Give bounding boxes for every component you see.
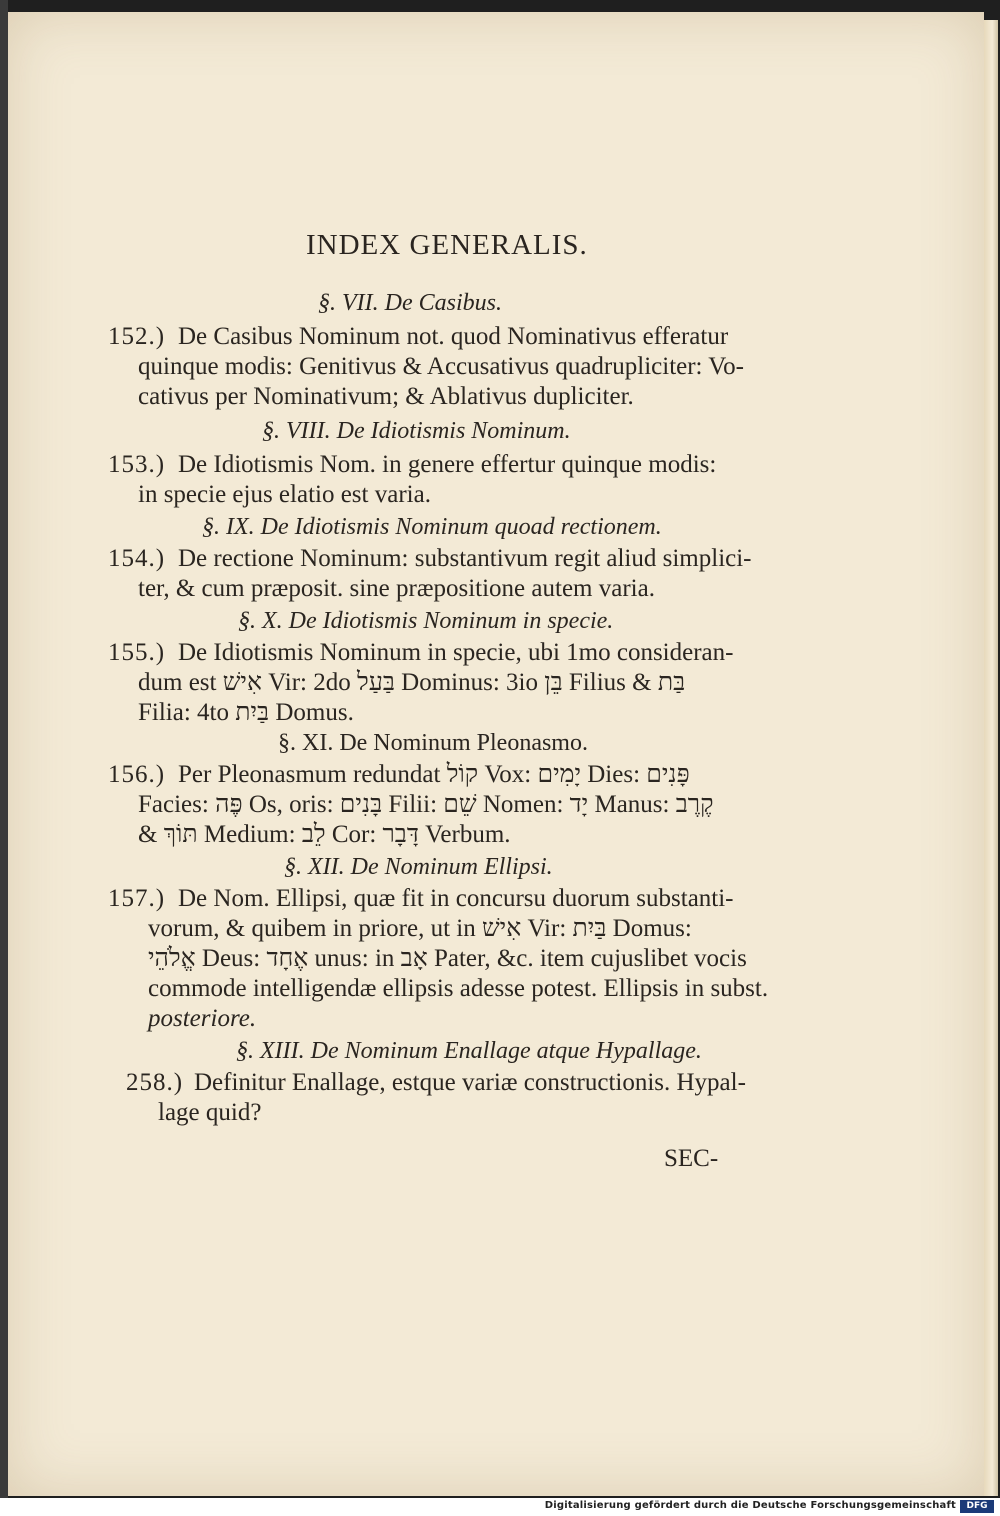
entry-number-154: 154.) xyxy=(108,545,166,572)
entry-157-line-1: De Nom. Ellipsi, quæ fit in concursu duorum substanti- xyxy=(178,885,734,912)
entry-157-line-4: commode intelligendæ ellipsis adesse potest. Ellipsis in subst. xyxy=(148,975,769,1002)
entry-153-line-1: De Idiotismis Nom. in genere effertur quinque modis: xyxy=(178,451,717,478)
entry-157-line-5: posteriore. xyxy=(148,1005,257,1032)
entry-number-258: 258.) xyxy=(126,1069,184,1096)
entry-155-line-1: De Idiotismis Nominum in specie, ubi 1mo consideran- xyxy=(178,639,734,666)
section-heading-viii: §. VIII. De Idiotismis Nominum. xyxy=(262,418,571,444)
entry-155-line-2: dum est אִישׁ Vir: 2do בַּעַל Dominus: 3io בֵּן Filius & בַּת xyxy=(138,669,686,696)
entry-258-line-1: Definitur Enallage, estque variæ constructionis. Hypal- xyxy=(194,1069,746,1096)
footer-credit: Digitalisierung gefördert durch die Deutsche Forschungsgemeinschaft xyxy=(544,1500,956,1511)
entry-153-line-2: in specie ejus elatio est varia. xyxy=(138,481,431,508)
entry-157-line-2: vorum, & quibem in priore, ut in אִישׁ Vir: בַּיִת Domus: xyxy=(148,915,692,942)
entry-number-155: 155.) xyxy=(108,639,166,666)
entry-155-line-3: Filia: 4to בַּיִת Domus. xyxy=(138,699,354,726)
page-edge xyxy=(984,20,998,1496)
section-heading-xi: §. XI. De Nominum Pleonasmo. xyxy=(278,730,588,756)
section-heading-xii: §. XII. De Nominum Ellipsi. xyxy=(284,854,553,880)
entry-154-line-2: ter, & cum præposit. sine præpositione autem varia. xyxy=(138,575,655,602)
entry-152-line-1: De Casibus Nominum not. quod Nominativus efferatur xyxy=(178,323,729,350)
section-heading-xiii: §. XIII. De Nominum Enallage atque Hypallage. xyxy=(236,1038,702,1064)
entry-156-line-3: & תּוֹךְ Medium: לֵב Cor: דָּבָר Verbum. xyxy=(138,821,511,848)
entry-number-157: 157.) xyxy=(108,885,166,912)
section-heading-x: §. X. De Idiotismis Nominum in specie. xyxy=(238,608,614,634)
entry-152-line-2: quinque modis: Genitivus & Accusativus quadrupliciter: Vo- xyxy=(138,353,744,380)
book-page xyxy=(8,12,984,1496)
entry-258-line-2: lage quid? xyxy=(158,1099,262,1126)
entry-157-line-3: אֱלֹהֵי Deus: אֶחָד unus: in אָב Pater, &c. item cujuslibet vocis xyxy=(148,945,747,972)
section-heading-vii: §. VII. De Casibus. xyxy=(318,290,502,316)
page-text xyxy=(8,12,984,1496)
running-head: INDEX GENERALIS. xyxy=(306,229,588,261)
entry-number-152: 152.) xyxy=(108,323,166,350)
entry-156-line-1: Per Pleonasmum redundat קוֹל Vox: יָמִים Dies: פָּנִים xyxy=(178,761,690,788)
catchword: SEC- xyxy=(664,1145,719,1172)
entry-number-153: 153.) xyxy=(108,451,166,478)
digitization-footer xyxy=(0,1498,1000,1516)
scan-left-edge xyxy=(0,0,8,1498)
entry-number-156: 156.) xyxy=(108,761,166,788)
dfg-logo: DFG xyxy=(960,1500,994,1513)
section-heading-ix: §. IX. De Idiotismis Nominum quoad rectionem. xyxy=(202,514,662,540)
entry-156-line-2: Facies: פֶּה Os, oris: בָּנִים Filii: שֵׁם Nomen: יָד Manus: קֶרֶב xyxy=(138,791,714,818)
entry-154-line-1: De rectione Nominum: substantivum regit aliud simplici- xyxy=(178,545,752,572)
entry-152-line-3: cativus per Nominativum; & Ablativus dupliciter. xyxy=(138,383,634,410)
